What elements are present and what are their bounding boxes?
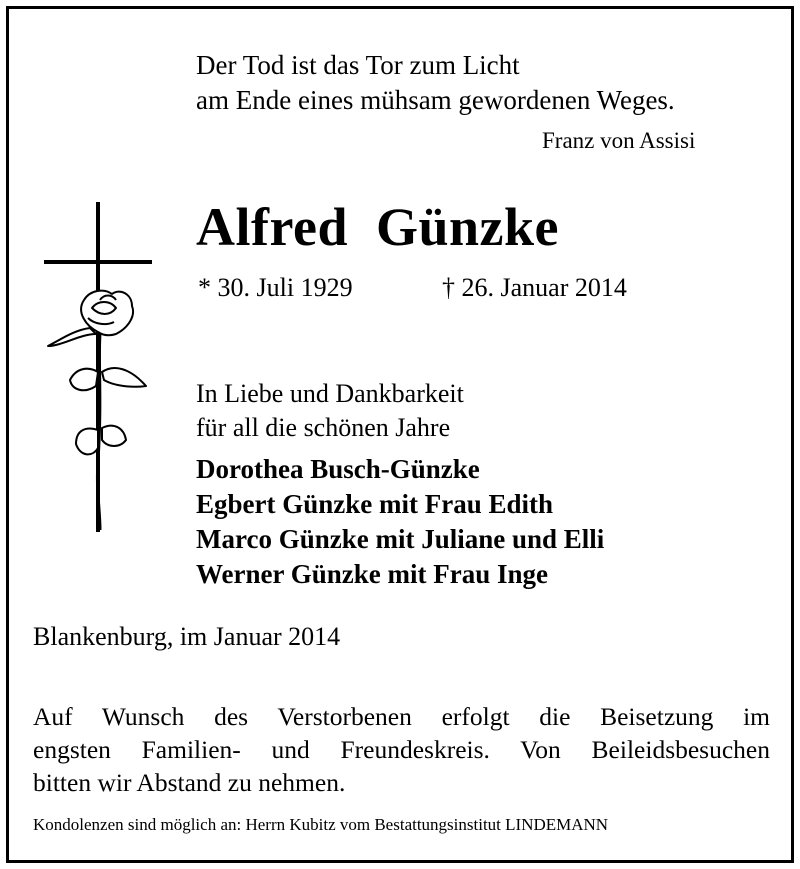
family-member: Werner Günzke mit Frau Inge — [196, 559, 548, 589]
quote-author: Franz von Assisi — [542, 128, 696, 153]
thanks-text — [196, 377, 464, 445]
thanks-line: für all die schönen Jahre — [196, 413, 451, 442]
thanks-line: In Liebe und Dankbarkeit — [196, 379, 464, 408]
family-member: Egbert Günzke mit Frau Edith — [196, 489, 554, 519]
notice-line: bitten wir Abstand zu nehmen. — [33, 768, 346, 797]
quote-line: Der Tod ist das Tor zum Licht — [196, 50, 520, 80]
notice-line: engsten Familien- und Freundeskreis. Von Beileidsbesuchen — [33, 735, 770, 764]
condolence-note: Kondolenzen sind möglich an: Herrn Kubitz vom Bestattungsinstitut LINDEMANN — [33, 815, 609, 834]
place-date: Blankenburg, im Januar 2014 — [33, 622, 341, 651]
quote — [196, 48, 675, 118]
family-list — [196, 452, 604, 592]
death-date: † 26. Januar 2014 — [442, 273, 627, 302]
deceased-name: Alfred Günzke — [196, 197, 560, 257]
family-member: Dorothea Busch-Günzke — [196, 454, 480, 484]
family-member: Marco Günzke mit Juliane und Elli — [196, 524, 605, 554]
burial-notice — [33, 700, 770, 799]
birth-date: * 30. Juli 1929 — [198, 273, 353, 302]
cross-with-rose-icon — [40, 200, 160, 535]
quote-line: am Ende eines mühsam gewordenen Weges. — [196, 85, 675, 115]
notice-line: Auf Wunsch des Verstorbenen erfolgt die Beisetzung im — [33, 702, 770, 731]
